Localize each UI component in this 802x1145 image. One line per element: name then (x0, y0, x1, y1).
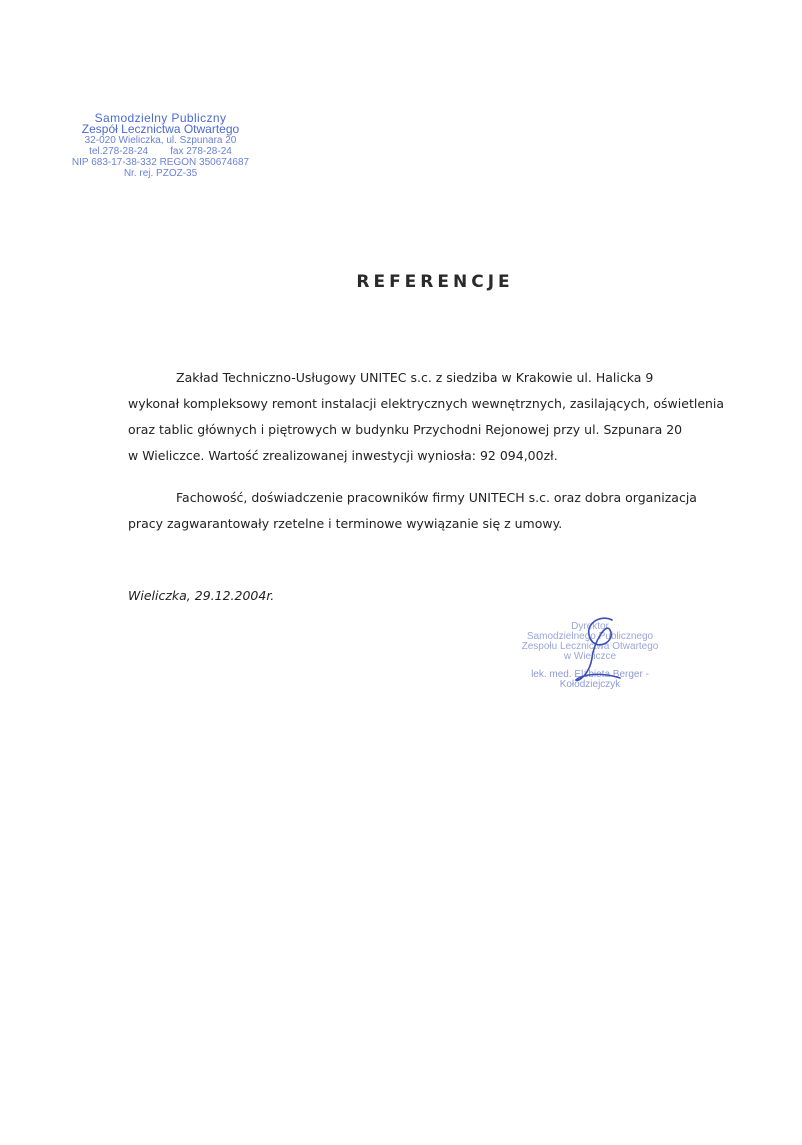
stamp-registry: Nr. rej. PZOZ-35 (123, 168, 198, 179)
paragraph-1-line-2: wykonał kompleksowy remont instalacji elektrycznych wewnętrznych, zasilających, oświetlenia (128, 396, 725, 411)
document-title: REFERENCJE (356, 272, 514, 292)
paragraph-spacer (128, 469, 738, 485)
paragraph-1-line-4: w Wieliczce. Wartość zrealizowanej inwestycji wyniosła: 92 094,00zł. (128, 448, 558, 463)
handwritten-signature (572, 612, 632, 688)
director-stamp-line-3: Zespołu Lecznictwa Otwartego (521, 641, 659, 652)
stamp-tel: tel.278-28-24 (89, 146, 149, 157)
stamp-phones (58, 146, 263, 157)
paragraph-2-line-2: pracy zagwarantowały rzetelne i terminowe wywiązanie się z umowy. (128, 516, 563, 531)
paragraph-1-line-3: oraz tablic głównych i piętrowych w budynku Przychodni Rejonowej przy ul. Szpunara 20 (128, 422, 683, 437)
director-stamp-line-1: Dyrektor (571, 621, 609, 632)
director-name: lek. med. Elżbieta Berger - Kołodziejczyk (531, 669, 649, 690)
paragraph-1-line-1: Zakład Techniczno-Usługowy UNITEC s.c. z siedziba w Krakowie ul. Halicka 9 (176, 370, 654, 385)
director-stamp-line-4: w Wieliczce (563, 651, 617, 662)
stamp-address: 32-020 Wieliczka, ul. Szpunara 20 (84, 135, 237, 146)
institution-stamp (58, 113, 263, 179)
letter-body (128, 365, 738, 537)
paragraph-2-line-1: Fachowość, doświadczenie pracowników firmy UNITECH s.c. oraz dobra organizacja (176, 490, 697, 505)
stamp-line-2: Zespół Lecznictwa Otwartego (81, 122, 240, 136)
stamp-nip-regon: NIP 683-17-38-332 REGON 350674687 (71, 157, 250, 168)
director-stamp-line-2: Samodzielnego Publicznego (526, 631, 654, 642)
stamp-line-1: Samodzielny Publiczny (94, 111, 227, 125)
stamp-fax: fax 278-28-24 (170, 146, 232, 157)
place-date: Wieliczka, 29.12.2004r. (128, 588, 275, 603)
